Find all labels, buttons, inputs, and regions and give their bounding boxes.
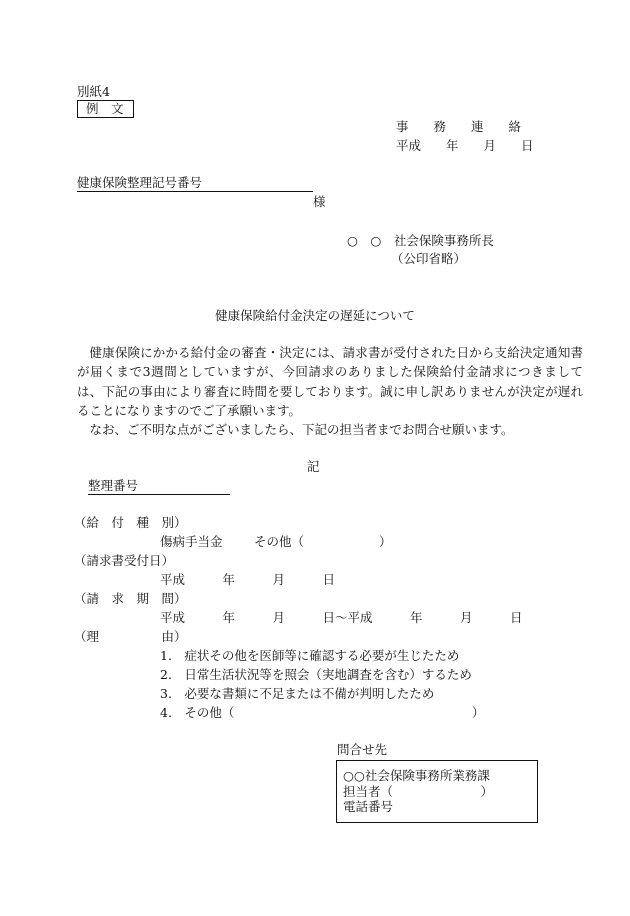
received-date-value: 平成 年 月 日 [160, 572, 336, 587]
attachment-label: 別紙4 [77, 84, 110, 99]
honorific: 様 [313, 194, 326, 209]
record-heading: 記 [307, 459, 320, 474]
body-text [77, 343, 583, 439]
reason-item: 1. 症状その他を医師等に確認する必要が生じたため [160, 648, 460, 663]
doc-type: 事 務 連 絡 [396, 119, 522, 134]
seal-note: （公印省略） [391, 251, 467, 266]
reason-item: 2. 日常生活状況等を照会（実地調査を含む）するため [160, 667, 472, 682]
document-title: 健康保険給付金決定の遅延について [215, 308, 415, 323]
benefit-type-label: （給 付 種 別） [74, 515, 187, 530]
reason-item: 4. その他（ ） [160, 705, 485, 720]
reason-item: 3. 必要な書類に不足または不備が判明したため [160, 686, 435, 701]
body-paragraph: 健康保険にかかる給付金の審査・決定には、請求書が受付された日から支給決定通知書が届くまで3週間としていますが、今回請求のありました保険給付金請求につきましては、下記の事由により審査に時間を要しております。誠に申し訳ありませんが決定が遅れることになりますのでご了承願います。 [77, 345, 583, 418]
example-box [77, 100, 134, 118]
benefit-type-option-other: その他（ ） [254, 534, 392, 549]
date-line: 平成 年 月 日 [396, 138, 534, 153]
contact-box [336, 760, 538, 823]
received-date-label: （請求書受付日） [74, 553, 175, 568]
sender-office: ○ ○ 社会保険事務所長 [347, 233, 494, 248]
claim-period-label: （請 求 期 間） [74, 591, 187, 606]
contact-heading: 問合せ先 [337, 742, 388, 757]
body-paragraph: なお、ご不明な点がございましたら、下記の担当者までお問合せ願います。 [89, 422, 514, 438]
contact-phone: 電話番号 [343, 799, 394, 814]
claim-period-value: 平成 年 月 日～平成 年 月 日 [160, 610, 523, 625]
recipient-number-field: 健康保険整理記号番号 [77, 175, 313, 192]
contact-office: ○○社会保険事務所業務課 [343, 768, 490, 783]
reason-label: （理 由） [74, 629, 187, 644]
benefit-type-option-sickness: 傷病手当金 [160, 534, 223, 549]
contact-person: 担当者（ ） [343, 784, 494, 799]
example-label: 例 文 [86, 101, 124, 116]
ref-number-field: 整理番号 [88, 478, 230, 495]
